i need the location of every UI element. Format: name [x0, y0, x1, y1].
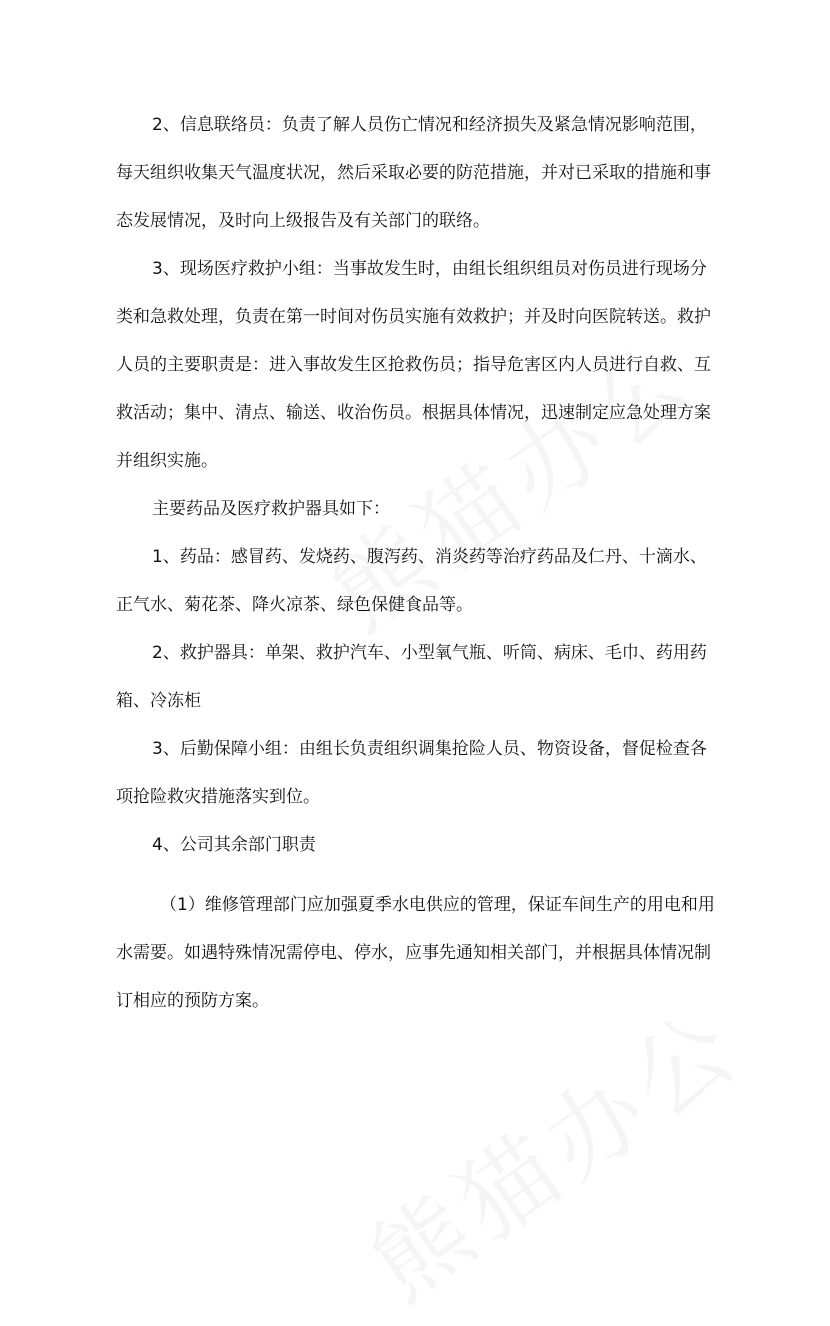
- paragraph-maintenance: [116, 881, 716, 1025]
- paragraph-line: 每天组织收集天气温度状况，然后采取必要的防范措施，并对已采取的措施和事: [116, 163, 711, 183]
- paragraph-line: 正气水、菊花茶、降火凉茶、绿色保健食品等。: [116, 595, 473, 615]
- paragraph-line: 2、救护器具：单架、救护汽车、小型氧气瓶、听筒、病床、毛巾、药用药: [152, 643, 707, 663]
- paragraph-line: 项抢险救灾措施落实到位。: [116, 787, 320, 807]
- paragraph-line: 1、药品：感冒药、发烧药、腹泻药、消炎药等治疗药品及仁丹、十滴水、: [152, 547, 707, 567]
- paragraph-line: 2、信息联络员：负责了解人员伤亡情况和经济损失及紧急情况影响范围，: [152, 115, 707, 135]
- paragraph-line: 类和急救处理，负责在第一时间对伤员实施有效救护；并及时向医院转送。救护: [116, 307, 711, 327]
- paragraph-line: 水需要。如遇特殊情况需停电、停水，应事先通知相关部门，并根据具体情况制: [116, 943, 711, 963]
- paragraph-line: 并组织实施。: [116, 451, 218, 471]
- paragraph-logistics: [116, 725, 716, 821]
- paragraph-medical-rescue: [116, 245, 716, 485]
- paragraph-line: （1）维修管理部门应加强夏季水电供应的管理，保证车间生产的用电和用: [160, 895, 715, 915]
- paragraph-line: 人员的主要职责是：进入事故发生区抢救伤员；指导危害区内人员进行自救、互: [116, 355, 711, 375]
- paragraph-medicines: [116, 533, 716, 629]
- paragraph-info-liaison: [116, 101, 716, 245]
- paragraph-line: 3、现场医疗救护小组：当事故发生时，由组长组织组员对伤员进行现场分: [152, 259, 707, 279]
- paragraph-line: 4、公司其余部门职责: [152, 835, 316, 855]
- paragraph-rescue-equipment: [116, 629, 716, 725]
- paragraph-line: 救活动；集中、清点、输送、收治伤员。根据具体情况，迅速制定应急处理方案: [116, 403, 711, 423]
- paragraph-line: 主要药品及医疗救护器具如下：: [152, 499, 390, 519]
- paragraph-line: 订相应的预防方案。: [116, 991, 269, 1011]
- paragraph-other-departments: [116, 821, 716, 869]
- paragraph-line: 态发展情况，及时向上级报告及有关部门的联络。: [116, 211, 490, 231]
- paragraph-medicine-heading: [116, 485, 716, 533]
- paragraph-line: 箱、冷冻柜: [116, 691, 201, 711]
- paragraph-line: 3、后勤保障小组：由组长负责组织调集抢险人员、物资设备，督促检查各: [152, 739, 707, 759]
